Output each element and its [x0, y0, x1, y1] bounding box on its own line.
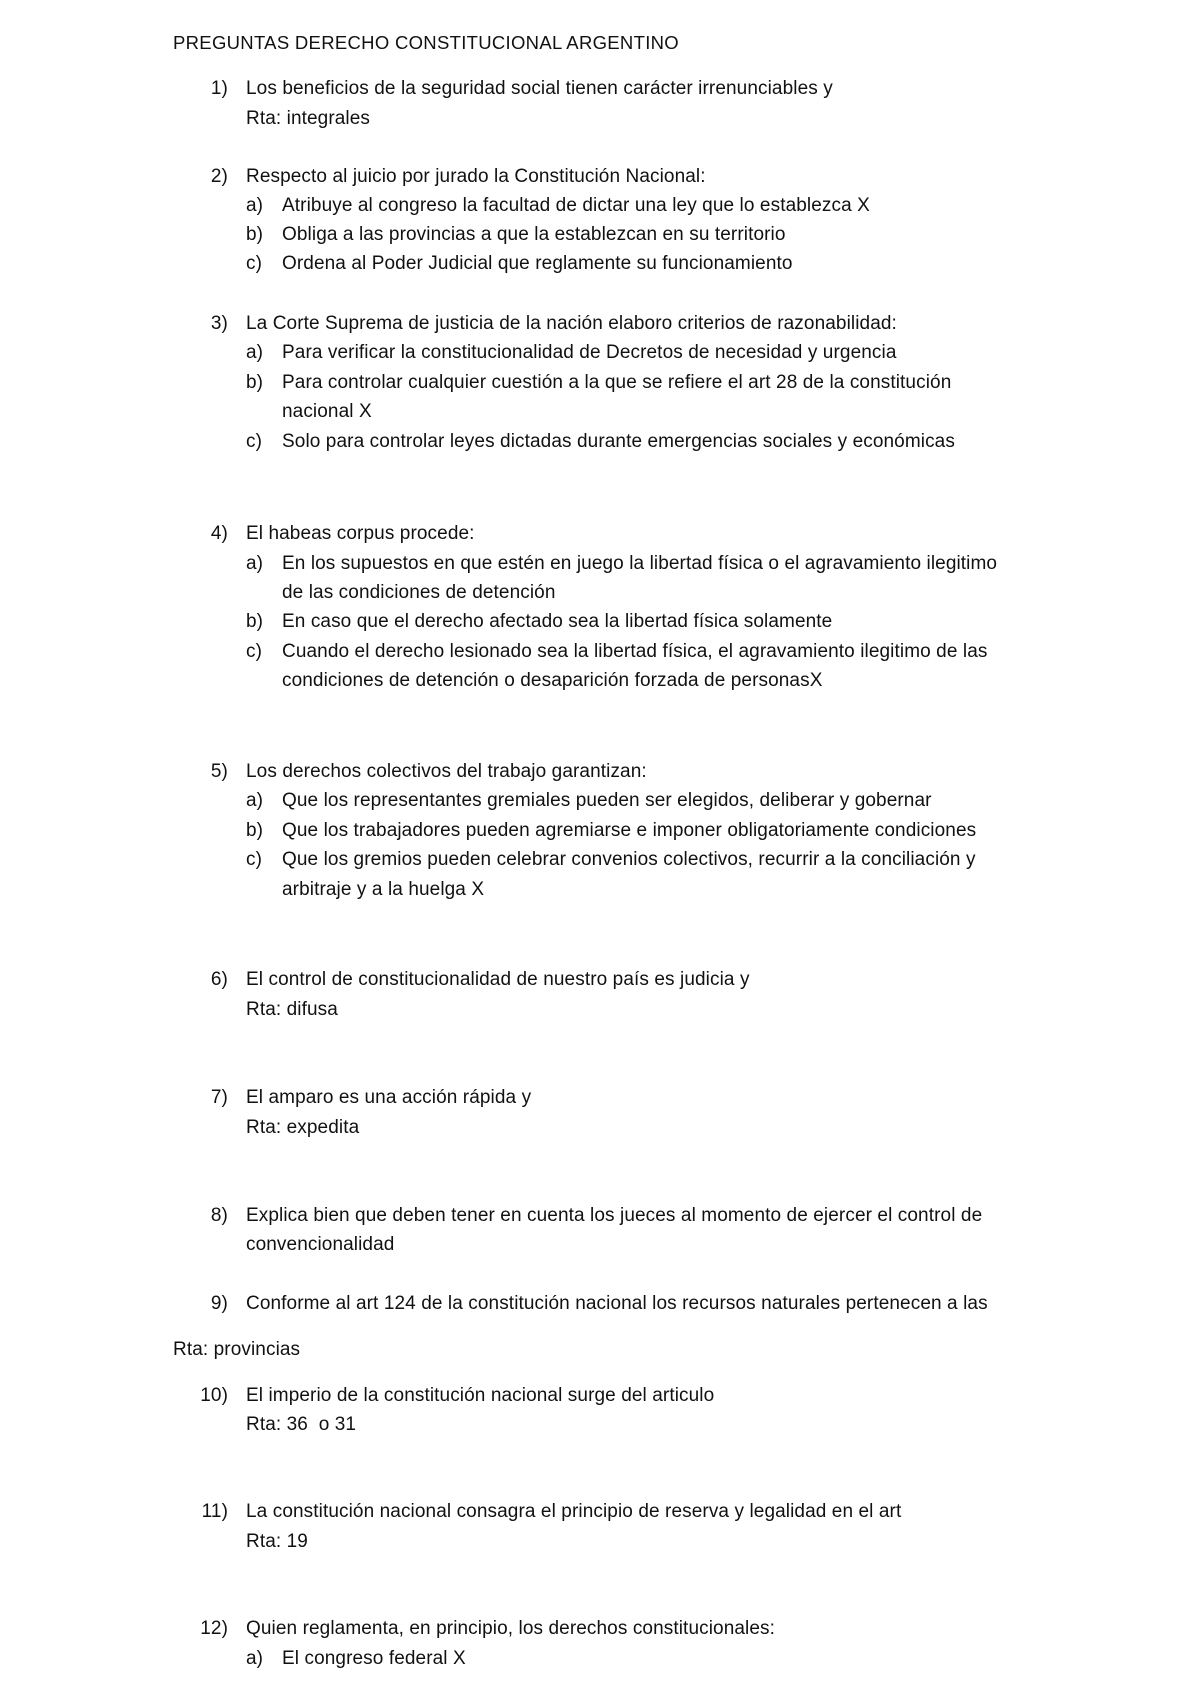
option-label: c) [246, 849, 263, 870]
option-label: b) [246, 224, 264, 245]
option-label: b) [246, 611, 264, 632]
document-title: PREGUNTAS DERECHO CONSTITUCIONAL ARGENTINO [173, 32, 679, 53]
option-text-continuation: de las condiciones de detención [282, 582, 556, 603]
option-text: Solo para controlar leyes dictadas durante emergencias sociales y económicas [282, 431, 955, 452]
option-label: a) [246, 342, 264, 363]
option-text: El congreso federal X [282, 1648, 466, 1669]
option-label: a) [246, 553, 264, 574]
option-text: Que los representantes gremiales pueden ser elegidos, deliberar y gobernar [282, 790, 932, 811]
option-text: Para verificar la constitucionalidad de Decretos de necesidad y urgencia [282, 342, 897, 363]
option-text-continuation: condiciones de detención o desaparición forzada de personasX [282, 670, 823, 691]
question-text: La Corte Suprema de justicia de la nación elaboro criterios de razonabilidad: [246, 313, 897, 334]
question-number: 8) [210, 1205, 228, 1226]
answer-text: Rta: expedita [246, 1117, 360, 1138]
option-label: b) [246, 820, 264, 841]
question-number: 11) [201, 1501, 228, 1522]
question-text: Respecto al juicio por jurado la Constitución Nacional: [246, 166, 706, 187]
question-number: 2) [210, 166, 228, 187]
answer-text: Rta: integrales [246, 108, 371, 129]
option-label: a) [246, 1648, 264, 1669]
option-text: Que los trabajadores pueden agremiarse e imponer obligatoriamente condiciones [282, 820, 977, 841]
option-text: Ordena al Poder Judicial que reglamente su funcionamiento [282, 253, 793, 274]
question-text: El habeas corpus procede: [246, 523, 475, 544]
option-label: a) [246, 195, 264, 216]
question-text: Quien reglamenta, en principio, los derechos constitucionales: [246, 1618, 775, 1639]
question-number: 10) [200, 1385, 228, 1406]
question-number: 4) [210, 523, 228, 544]
option-text: Que los gremios pueden celebrar convenios colectivos, recurrir a la conciliación y [282, 849, 976, 870]
option-text: Para controlar cualquier cuestión a la que se refiere el art 28 de la constitución [282, 372, 952, 393]
question-text: El imperio de la constitución nacional surge del articulo [246, 1385, 715, 1406]
option-text-continuation: nacional X [282, 401, 372, 422]
answer-text: Rta: provincias [173, 1339, 301, 1360]
question-text: Los beneficios de la seguridad social tienen carácter irrenunciables y [246, 78, 833, 99]
question-number: 9) [210, 1293, 228, 1314]
question-text-continuation: convencionalidad [246, 1234, 395, 1255]
question-number: 7) [210, 1087, 228, 1108]
option-text: En los supuestos en que estén en juego la libertad física o el agravamiento ilegitimo [282, 553, 998, 574]
question-text: La constitución nacional consagra el principio de reserva y legalidad en el art [246, 1501, 902, 1522]
option-text: Atribuye al congreso la facultad de dictar una ley que lo establezca X [282, 195, 870, 216]
option-label: c) [246, 641, 263, 662]
option-text: En caso que el derecho afectado sea la libertad física solamente [282, 611, 833, 632]
answer-text: Rta: 19 [246, 1531, 308, 1552]
question-text: El amparo es una acción rápida y [246, 1087, 532, 1108]
option-label: c) [246, 431, 263, 452]
question-text: Explica bien que deben tener en cuenta los jueces al momento de ejercer el control de [246, 1205, 983, 1226]
question-number: 1) [210, 78, 228, 99]
option-text: Cuando el derecho lesionado sea la libertad física, el agravamiento ilegitimo de las [282, 641, 988, 662]
question-text: El control de constitucionalidad de nuestro país es judicia y [246, 969, 750, 990]
question-number: 12) [200, 1618, 228, 1639]
answer-text: Rta: difusa [246, 999, 338, 1020]
question-text: Los derechos colectivos del trabajo garantizan: [246, 761, 647, 782]
question-number: 6) [210, 969, 228, 990]
question-number: 3) [210, 313, 228, 334]
answer-text: Rta: 36 o 31 [246, 1414, 357, 1435]
option-text: Obliga a las provincias a que la establezcan en su territorio [282, 224, 786, 245]
option-text-continuation: arbitraje y a la huelga X [282, 879, 485, 900]
option-label: b) [246, 372, 264, 393]
option-label: c) [246, 253, 263, 274]
question-number: 5) [210, 761, 228, 782]
option-label: a) [246, 790, 264, 811]
question-text: Conforme al art 124 de la constitución nacional los recursos naturales pertenecen a las [246, 1293, 988, 1314]
